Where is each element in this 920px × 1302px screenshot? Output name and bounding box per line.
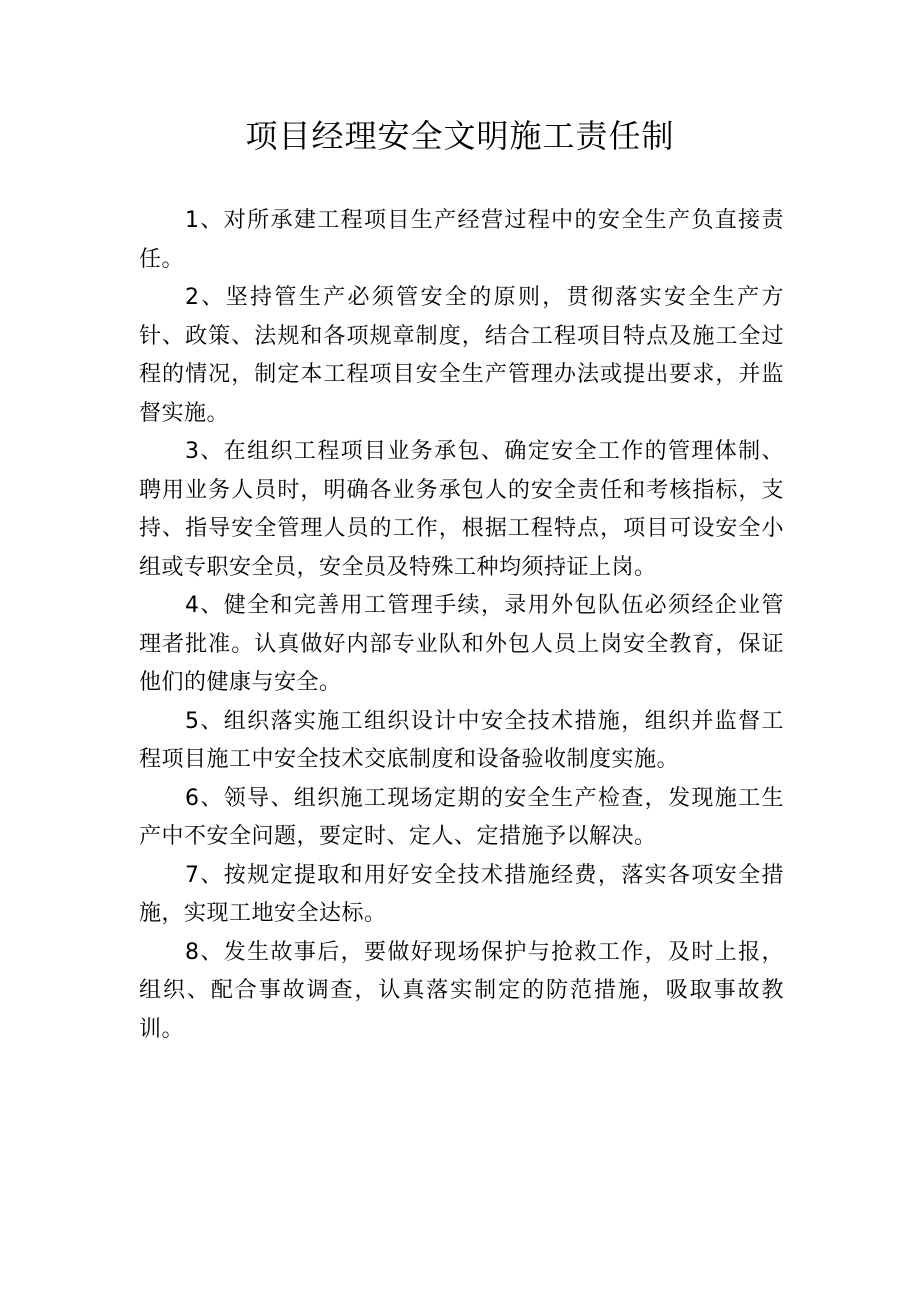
document-body bbox=[139, 202, 784, 1049]
clause-5: 5、组织落实施工组织设计中安全技术措施，组织并监督工程项目施工中安全技术交底制度和设备验收制度实施。 bbox=[139, 708, 784, 772]
clause-7: 7、按规定提取和用好安全技术措施经费，落实各项安全措施，实现工地安全达标。 bbox=[139, 862, 784, 926]
clause-3: 3、在组织工程项目业务承包、确定安全工作的管理体制、聘用业务人员时，明确各业务承包人的安全责任和考核指标，支持、指导安全管理人员的工作，根据工程特点，项目可设安全小组或专职安全员，安全员及特殊工种均须持证上岗。 bbox=[139, 439, 784, 580]
document-title: 项目经理安全文明施工责任制 bbox=[245, 117, 675, 155]
clause-2: 2、坚持管生产必须管安全的原则，贯彻落实安全生产方针、政策、法规和各项规章制度，结合工程项目特点及施工全过程的情况，制定本工程项目安全生产管理办法或提出要求，并监督实施。 bbox=[139, 285, 784, 426]
clause-4: 4、健全和完善用工管理手续，录用外包队伍必须经企业管理者批准。认真做好内部专业队和外包人员上岗安全教育，保证他们的健康与安全。 bbox=[139, 593, 784, 695]
clause-1: 1、对所承建工程项目生产经营过程中的安全生产负直接责任。 bbox=[139, 208, 784, 272]
clause-8: 8、发生故事后，要做好现场保护与抢救工作，及时上报，组织、配合事故调查，认真落实制定的防范措施，吸取事故教训。 bbox=[139, 939, 784, 1042]
clause-6: 6、领导、组织施工现场定期的安全生产检查，发现施工生产中不安全问题，要定时、定人、定措施予以解决。 bbox=[139, 785, 784, 849]
